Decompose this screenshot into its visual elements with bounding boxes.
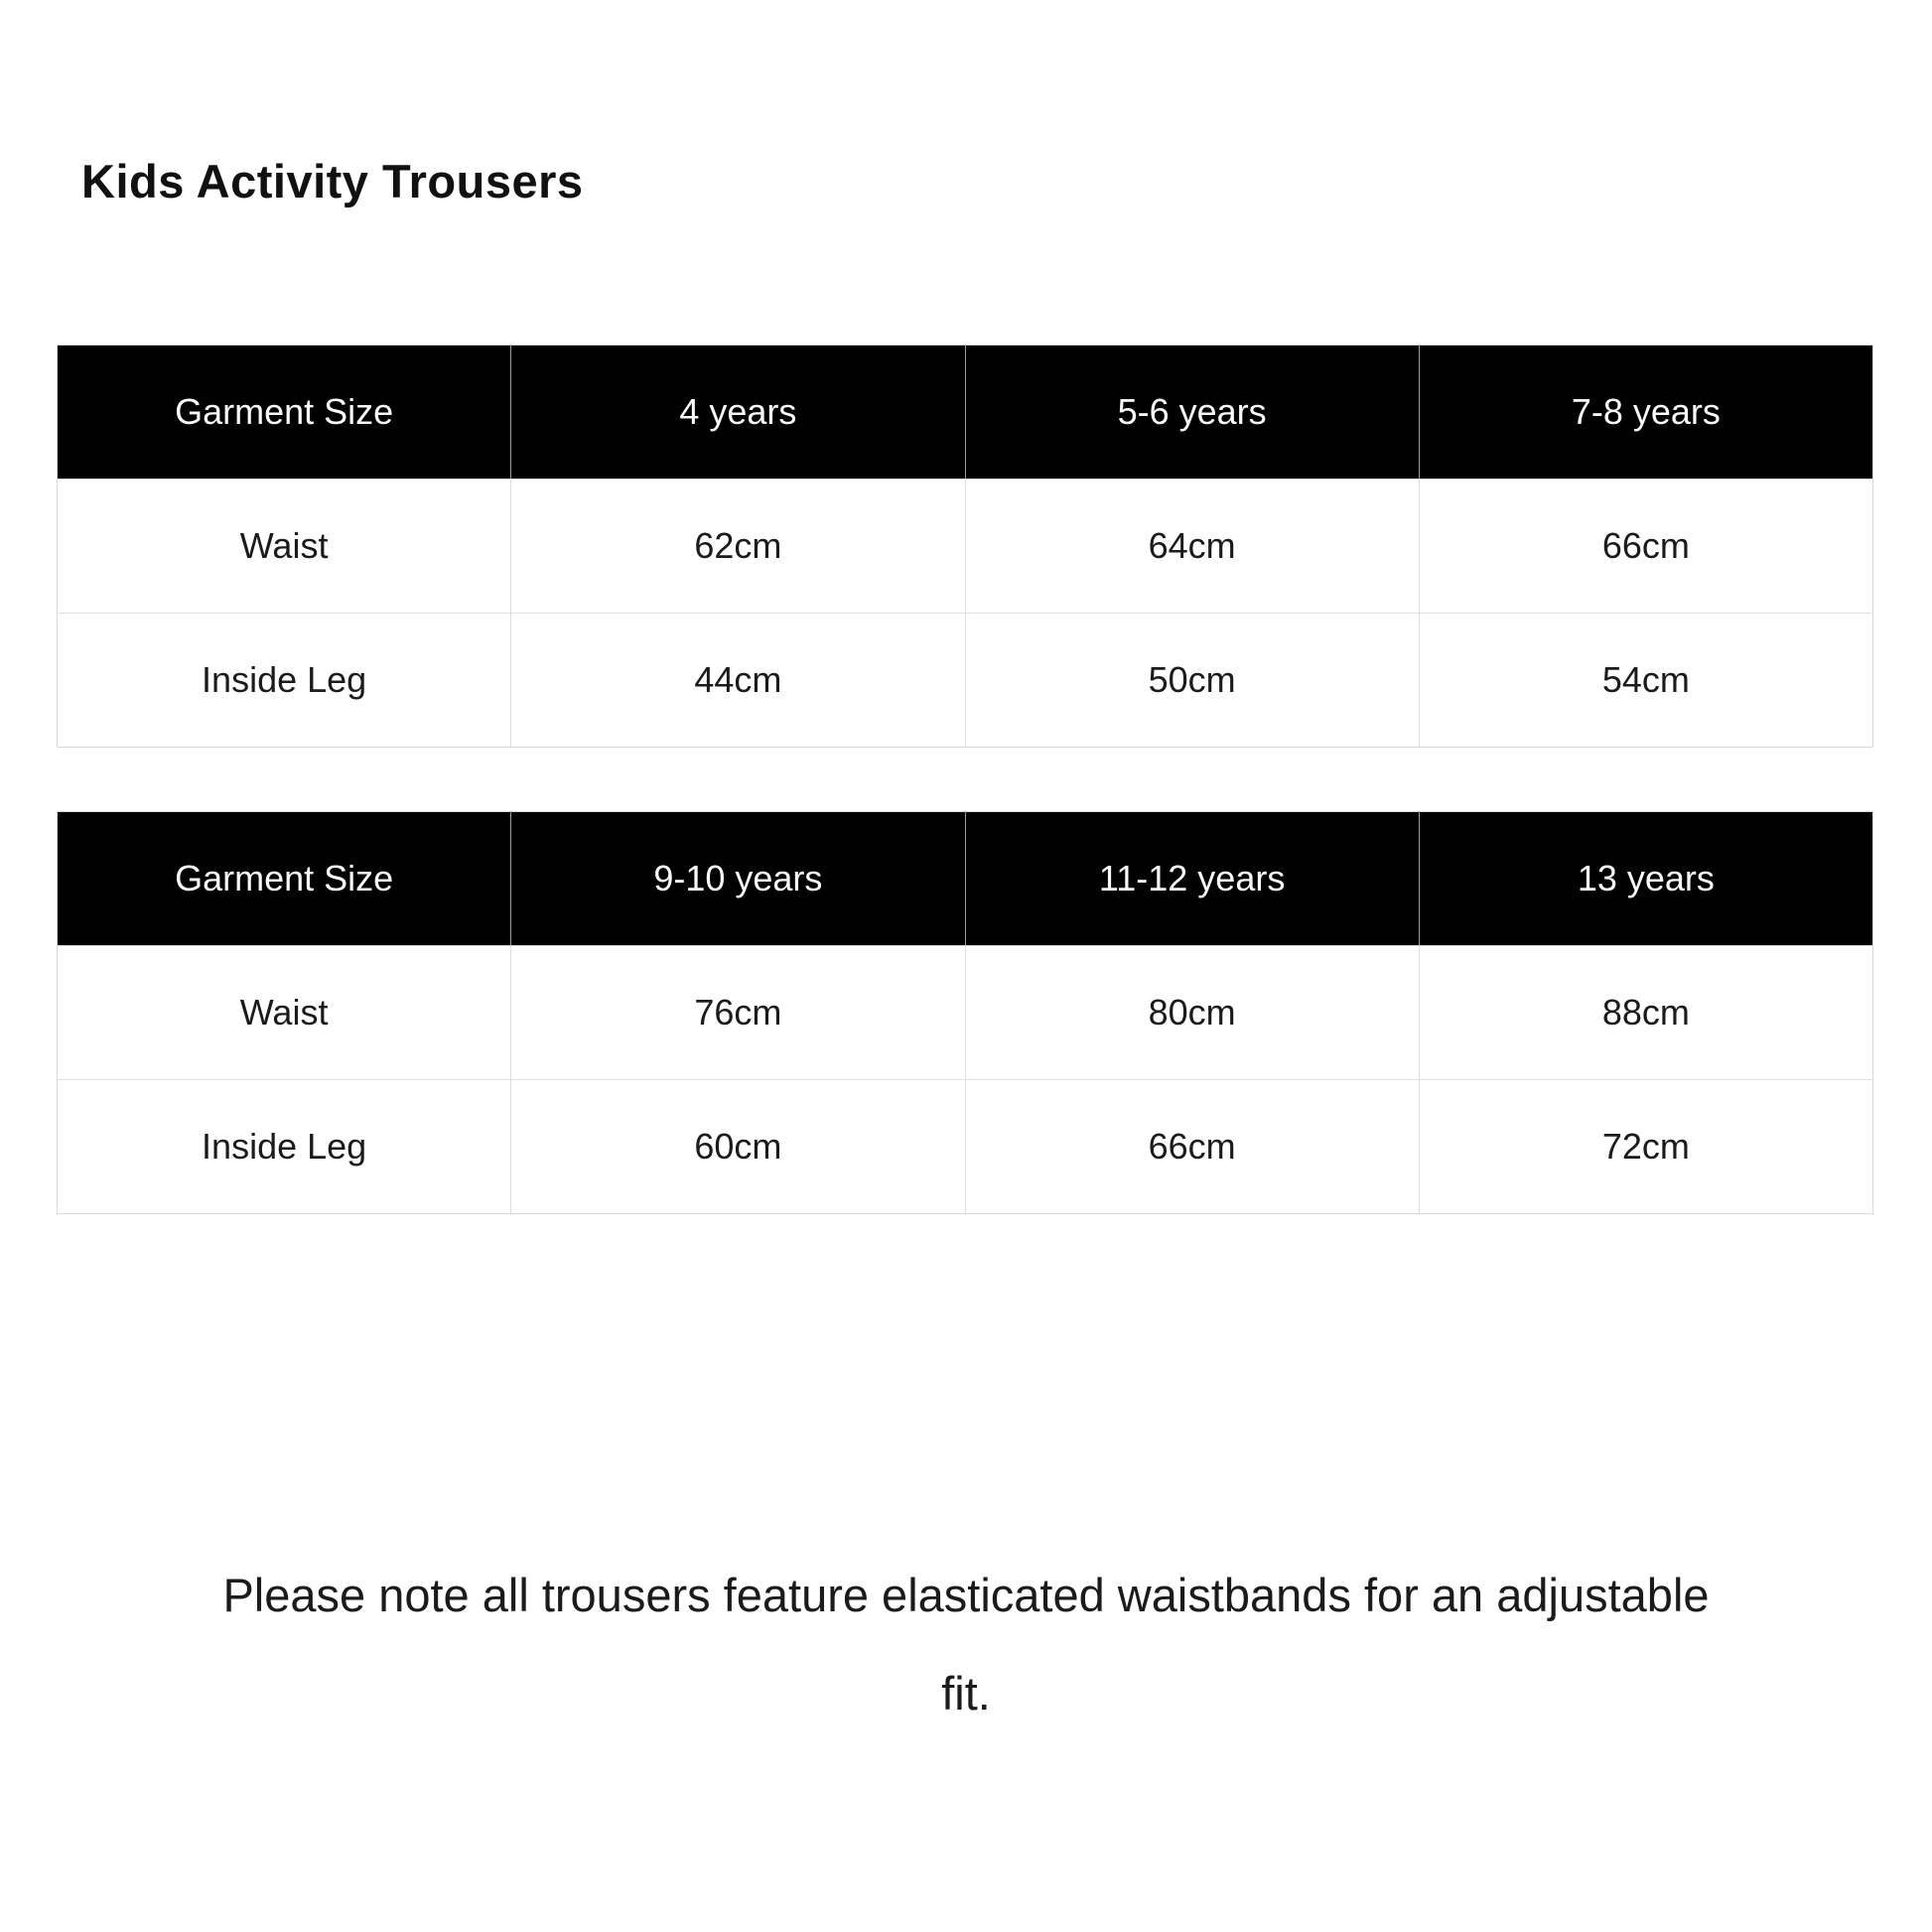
value-cell: 76cm bbox=[511, 946, 965, 1080]
header-cell-size-1: 4 years bbox=[511, 345, 965, 480]
value-cell: 54cm bbox=[1419, 614, 1872, 748]
size-table-younger bbox=[57, 345, 1873, 748]
row-label-cell: Inside Leg bbox=[58, 614, 511, 748]
header-cell-size-2: 5-6 years bbox=[965, 345, 1419, 480]
table-row-waist bbox=[58, 480, 1873, 614]
value-cell: 66cm bbox=[965, 1080, 1419, 1214]
page-title: Kids Activity Trousers bbox=[81, 155, 584, 207]
header-cell-size-2: 11-12 years bbox=[965, 812, 1419, 946]
value-cell: 66cm bbox=[1419, 480, 1872, 614]
value-cell: 72cm bbox=[1419, 1080, 1872, 1214]
value-cell: 64cm bbox=[965, 480, 1419, 614]
header-cell-size-1: 9-10 years bbox=[511, 812, 965, 946]
table-row-inside-leg bbox=[58, 614, 1873, 748]
value-cell: 60cm bbox=[511, 1080, 965, 1214]
value-cell: 80cm bbox=[965, 946, 1419, 1080]
header-cell-size-3: 13 years bbox=[1419, 812, 1872, 946]
table-row-inside-leg bbox=[58, 1080, 1873, 1214]
value-cell: 50cm bbox=[965, 614, 1419, 748]
header-cell-size-3: 7-8 years bbox=[1419, 345, 1872, 480]
header-cell-garment-size: Garment Size bbox=[58, 345, 511, 480]
value-cell: 88cm bbox=[1419, 946, 1872, 1080]
row-label-cell: Waist bbox=[58, 480, 511, 614]
value-cell: 44cm bbox=[511, 614, 965, 748]
waistband-note: Please note all trousers feature elasticated waistbands for an adjustable fit. bbox=[222, 1569, 1710, 1720]
table-header-row bbox=[58, 345, 1873, 480]
value-cell: 62cm bbox=[511, 480, 965, 614]
row-label-cell: Inside Leg bbox=[58, 1080, 511, 1214]
header-cell-garment-size: Garment Size bbox=[58, 812, 511, 946]
table-row-waist bbox=[58, 946, 1873, 1080]
row-label-cell: Waist bbox=[58, 946, 511, 1080]
size-table-older bbox=[57, 811, 1873, 1214]
table-header-row bbox=[58, 812, 1873, 946]
